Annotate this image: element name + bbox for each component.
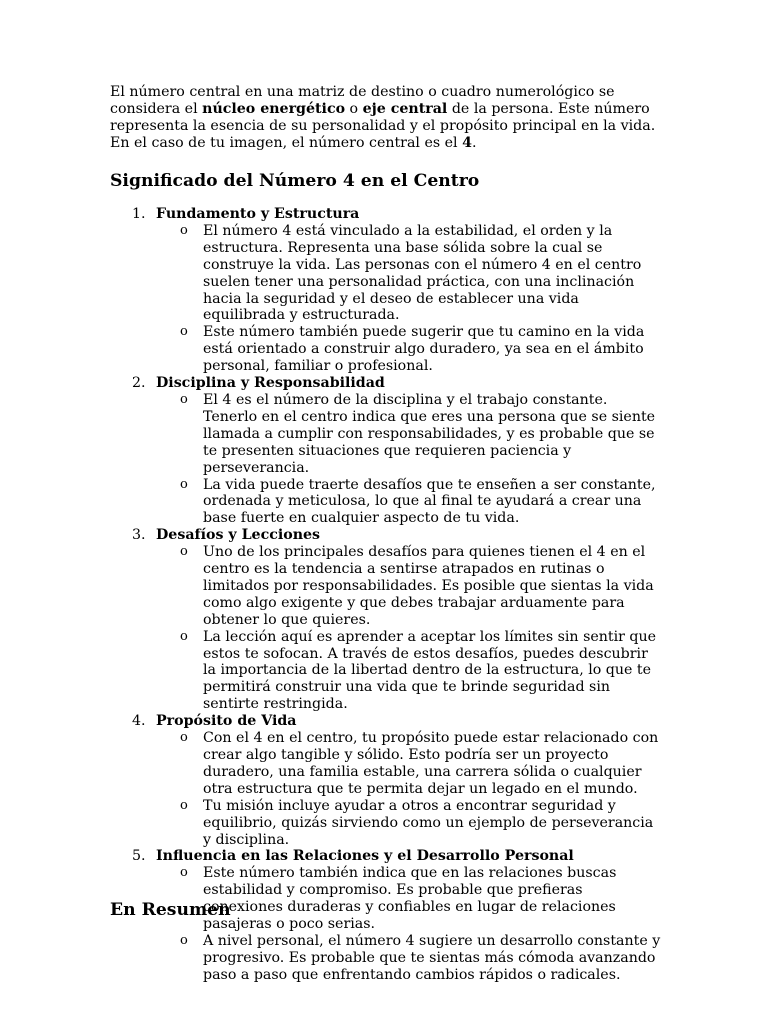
bullet-marker: o [180, 865, 188, 881]
bullet-marker: o [180, 324, 188, 340]
bullet-marker: o [180, 730, 188, 746]
bullet-item [156, 933, 662, 984]
bullet-text: A nivel personal, el número 4 sugiere un desarrollo constante y progresivo. Es probable que te sientas más cómoda avanzando paso a paso que enfrentando cambios rápidos o radicales. [203, 932, 661, 983]
bullet-list [156, 544, 662, 713]
bullet-marker: o [180, 476, 188, 492]
bullet-marker: o [180, 932, 188, 948]
bullet-item [156, 223, 662, 324]
bullet-marker: o [180, 797, 188, 813]
bullet-text: Este número también puede sugerir que tu camino en la vida está orientado a construir algo duradero, ya sea en el ámbito personal, familiar o profesional. [203, 324, 645, 375]
bullet-text: Con el 4 en el centro, tu propósito puede estar relacionado con crear algo tangible y sólido. Esto podría ser un proyecto duradero, una familia estable, una carrera sólida o cualquier otra estructura que te permita dejar un legado en el mundo. [203, 730, 659, 797]
section-number: 5. [132, 848, 146, 865]
section-item [110, 375, 662, 527]
bullet-item [156, 544, 662, 629]
section-number: 2. [132, 375, 146, 392]
bullet-item [156, 798, 662, 849]
bullet-item [156, 730, 662, 798]
section-item [110, 206, 662, 375]
bullet-list [156, 223, 662, 375]
bullet-text: La lección aquí es aprender a aceptar los límites sin sentir que estos te sofocan. A través de estos desafíos, puedes descubrir la importancia de la libertad dentro de la estructura, lo que te permitirá construir una vida que te brinde seguridad sin sentirte restringida. [203, 628, 657, 713]
section-number: 4. [132, 713, 146, 730]
bullet-item [156, 324, 662, 375]
bullet-text: El 4 es el número de la disciplina y el trabajo constante. Tenerlo en el centro indica que eres una persona que se siente llamada a cumplir con responsabilidades, y es probable que se te presenten situaciones que requieren paciencia y perseverancia. [203, 391, 656, 476]
section-item [110, 527, 662, 713]
intro-text-2: o [345, 101, 363, 117]
section-item [110, 713, 662, 848]
bullet-text: El número 4 está vinculado a la estabilidad, el orden y la estructura. Representa una base sólida sobre la cual se construye la vida. Las personas con el número 4 en el centro suelen tener una personalidad práctica, con una inclinación hacia la seguridad y el deseo de establecer una vida equilibrada y estructurada. [203, 222, 642, 324]
bullet-item [156, 865, 662, 933]
section-title: Influencia en las Relaciones y el Desarrollo Personal [156, 848, 574, 865]
intro-paragraph [110, 84, 662, 152]
bullet-text: Uno de los principales desafíos para quienes tienen el 4 en el centro es la tendencia a sentirse atrapados en rutinas o limitados por responsabilidades. Es posible que sientas la vida como algo exigente y que debes trabajar arduamente para obtener lo que quieres. [203, 544, 654, 628]
section-title: Fundamento y Estructura [156, 206, 360, 222]
bullet-marker: o [180, 391, 188, 407]
section-title: Disciplina y Responsabilidad [156, 375, 385, 392]
bullet-list [156, 865, 662, 983]
bullet-text: Este número también indica que en las relaciones buscas estabilidad y compromiso. Es probable que prefieras conexiones duraderas y confiables en lugar de relaciones pasajeras o poco serias. [203, 865, 617, 933]
bullet-text: La vida puede traerte desafíos que te enseñen a ser constante, ordenada y meticulosa, lo que al final te ayudará a crear una base fuerte en cualquier aspecto de tu vida. [203, 476, 656, 527]
section-number: 3. [132, 527, 146, 544]
section-heading-resumen: En Resumen [110, 900, 231, 920]
intro-text-1: El número central en una matriz de destino o cuadro numerológico se considera el [110, 84, 615, 117]
bullet-marker: o [180, 222, 188, 238]
intro-text-3: de la persona. Este número representa la esencia de su personalidad y el propósito principal en la vida. En el caso de tu imagen, el número central es el [110, 101, 656, 151]
intro-bold-eje: eje central [362, 101, 448, 117]
bullet-marker: o [180, 544, 188, 560]
section-heading-significado: Significado del Número 4 en el Centro [110, 171, 480, 191]
bullet-item [156, 392, 662, 477]
bullet-list [156, 392, 662, 527]
bullet-item [156, 629, 662, 714]
intro-text-4: . [471, 135, 477, 151]
section-title: Propósito de Vida [156, 713, 297, 730]
bullet-text: Tu misión incluye ayudar a otros a encontrar seguridad y equilibrio, quizás sirviendo como un ejemplo de perseverancia y disciplina. [203, 797, 654, 848]
bullet-list [156, 730, 662, 848]
section-title: Desafíos y Lecciones [156, 527, 321, 544]
intro-bold-nucleo: núcleo energético [202, 101, 346, 117]
intro-bold-number: 4 [462, 135, 472, 151]
section-number: 1. [132, 206, 146, 222]
numbered-sections-list [110, 206, 662, 984]
bullet-item [156, 477, 662, 528]
bullet-marker: o [180, 628, 188, 644]
